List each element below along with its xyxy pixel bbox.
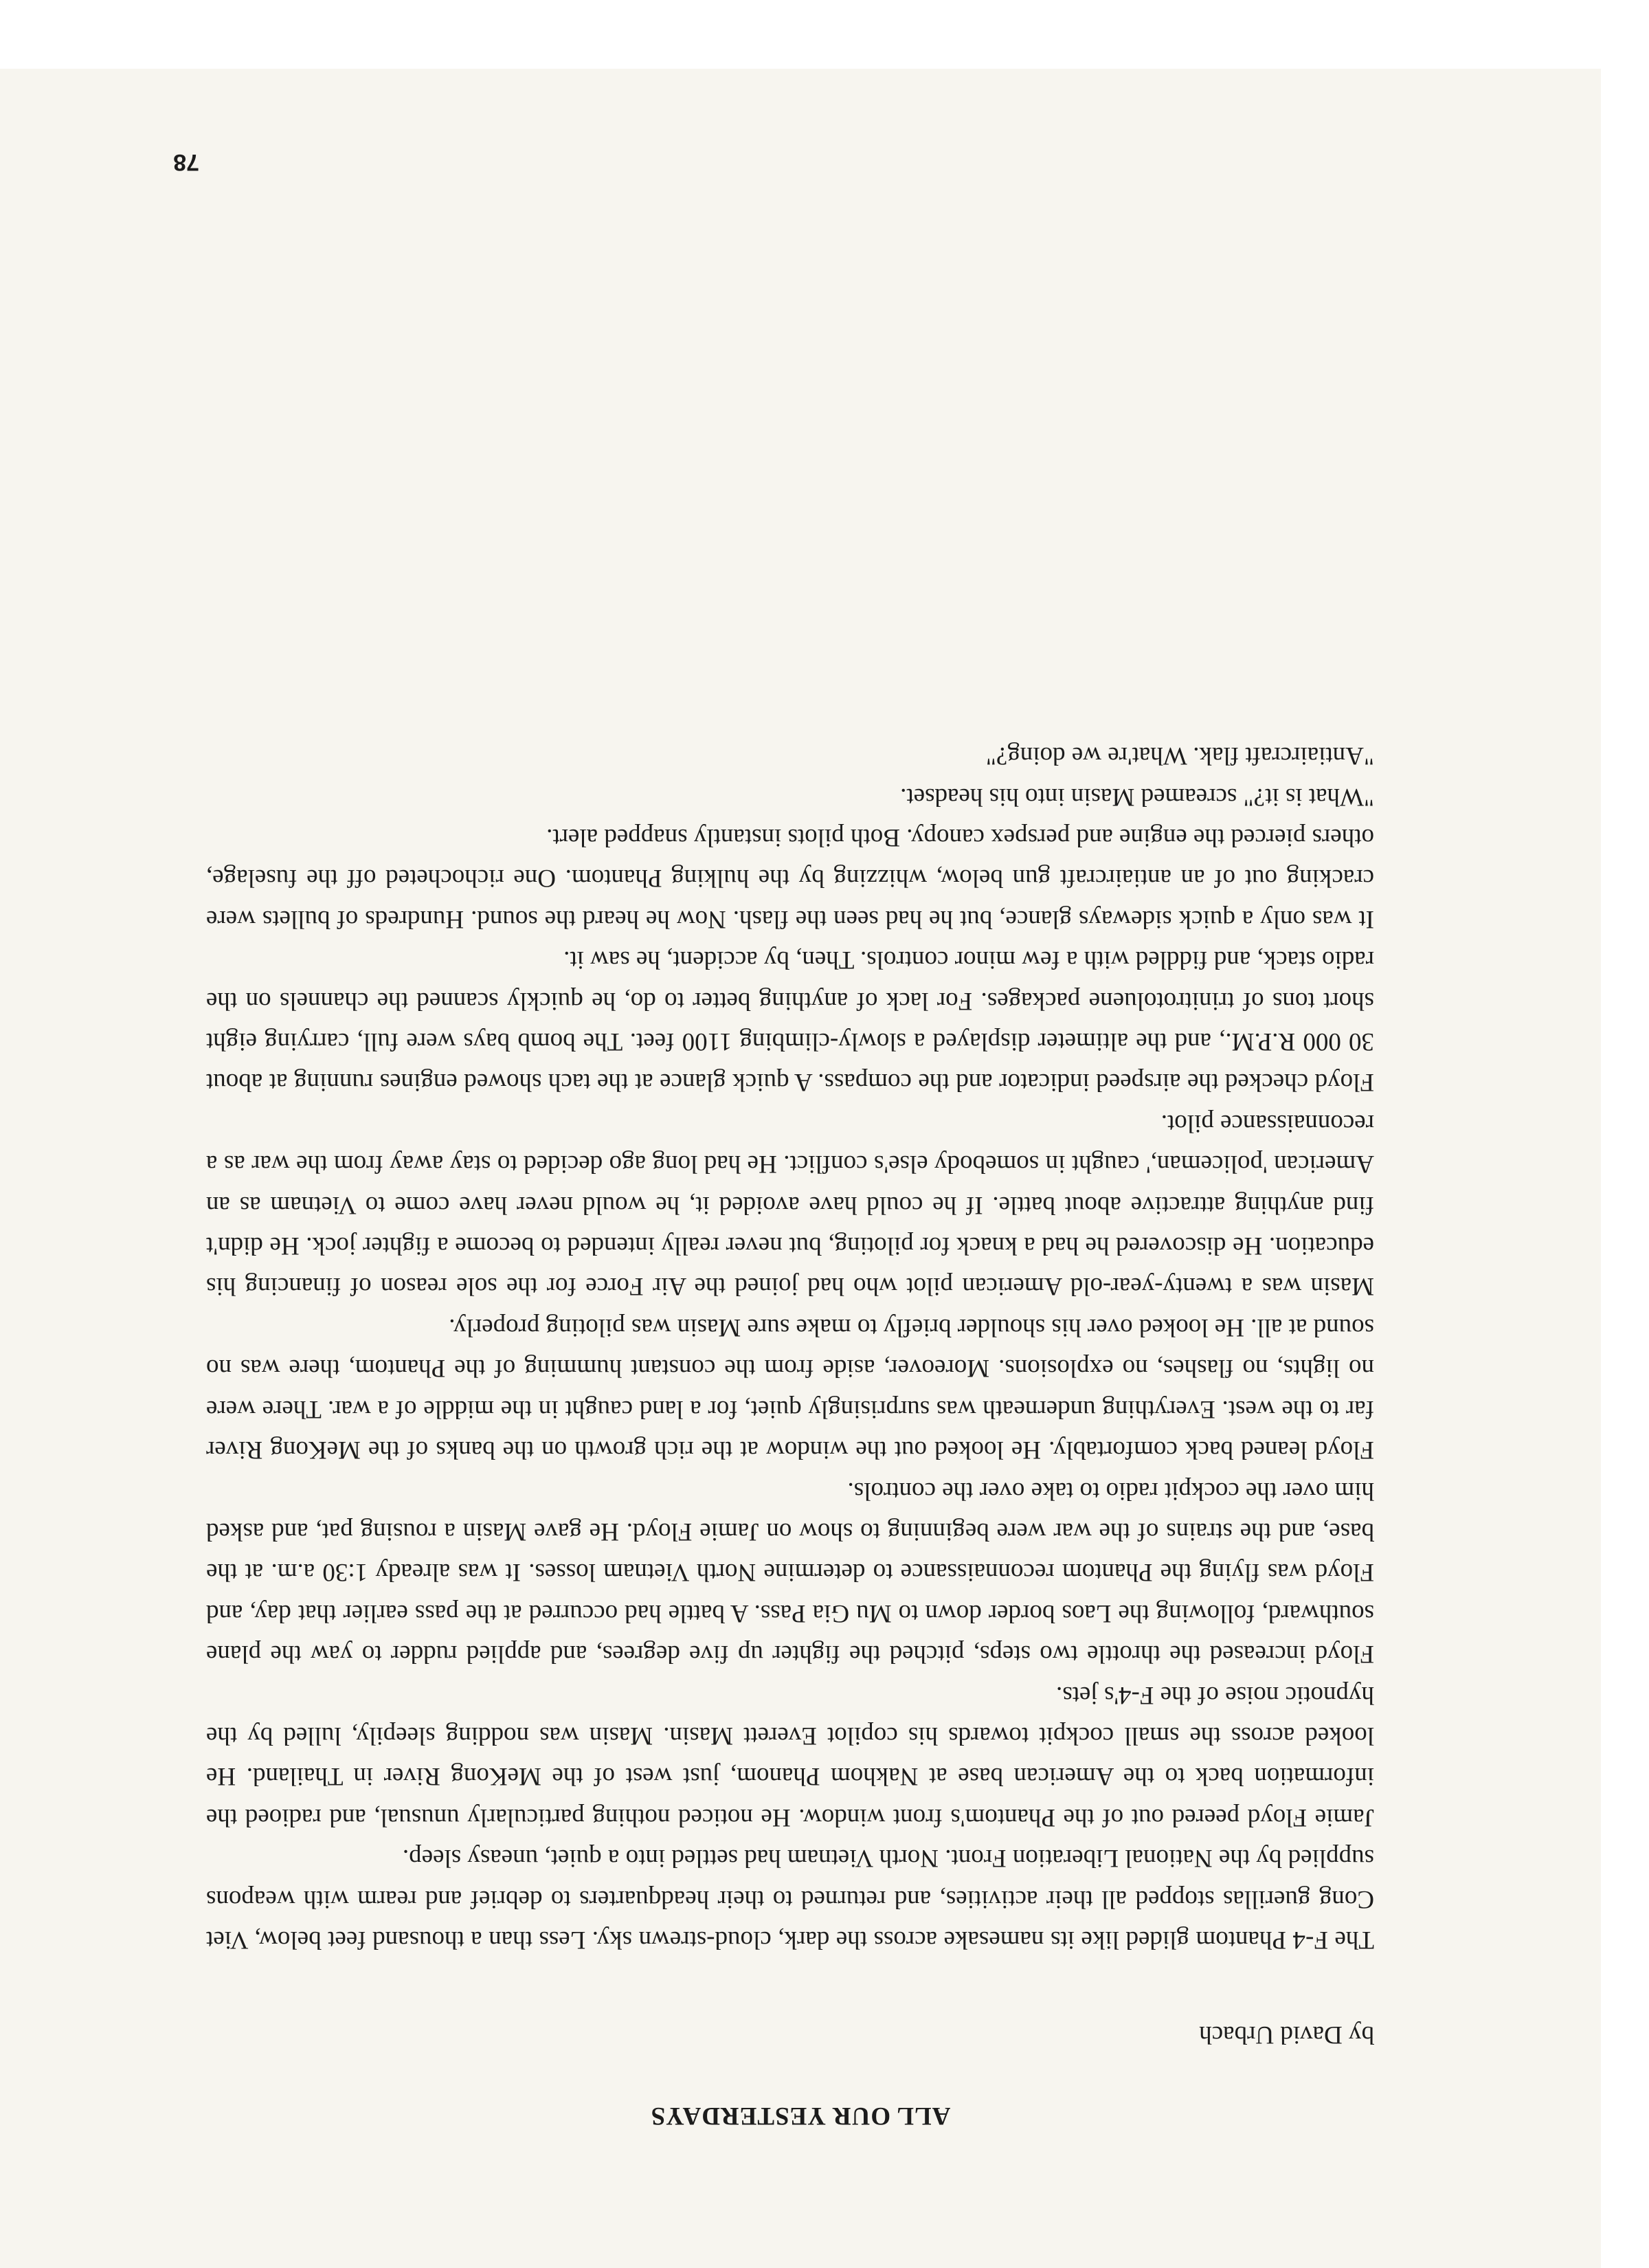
story-body bbox=[206, 735, 1374, 1960]
paragraph: Jamie Floyd peered out of the Phantom's front window. He noticed nothing particularly unusual, and radioed the information back to the American base at Nakhom Phanom, just west of the MeKong River in Thailand. He looked across the small cockpit towards his copilot Everett Masin. Masin was nodding sleepily, lulled by the hypnotic noise of the F-4's jets. bbox=[206, 1680, 1374, 1832]
paragraph: "What is it?" screamed Masin into his headset. bbox=[900, 782, 1374, 811]
magazine-page bbox=[0, 69, 1601, 2268]
paragraph: "Antiaircraft flak. What're we doing?" bbox=[985, 742, 1374, 770]
paragraph: It was only a quick sideways glance, but he had seen the flash. Now he heard the sound. Hundreds of bullets were cracking out of an antiaircraft gun below, whizzing by the hulking Phantom. One richocheted off the fuselage, others pierced the engine and perspex canopy. Both pilots instantly snapped alert. bbox=[206, 823, 1374, 933]
paragraph: Floyd leaned back comfortably. He looked out the window at the rich growth on the banks of the MeKong River far to the west. Everything underneath was surprisingly quiet, for a land caught in the middle of a war. There were no lights, no flashes, no explosions. Moreover, aside from the constant humming of the Phantom, there was no sound at all. He looked over his shoulder briefly to make sure Masin was piloting properly. bbox=[206, 1313, 1374, 1465]
story-title: ALL OUR YESTERDAYS bbox=[650, 2102, 951, 2130]
paragraph: The F-4 Phantom glided like its namesake across the dark, cloud-strewn sky. Less than a thousand feet below, Viet Cong guerillas stopped all their activities, and returned to their headquarters to debrief and rearm with weapons supplied by the National Liberation Front. North Vietnam had settled into a quiet, uneasy sleep. bbox=[206, 1844, 1374, 1954]
byline: by David Urbach bbox=[1199, 2021, 1374, 2049]
paragraph: Floyd increased the throttle two steps, pitched the fighter up five degrees, and applied rudder to yaw the plane southward, following the Laos border down to Mu Gia Pass. A battle had occurred at the pass earlier that day, and Floyd was flying the Phantom reconnaissance to determine North Vietnam losses. It was already 1:30 a.m. at the base, and the strains of the war were beginning to show on Jamie Floyd. He gave Masin a rousing pat, and asked him over the cockpit radio to take over the controls. bbox=[206, 1476, 1374, 1669]
paragraph: Masin was a twenty-year-old American pilot who had joined the Air Force for the sole reason of financing his education. He discovered he had a knack for piloting, but never really intended to become a fighter jock. He didn't find anything attractive about battle. If he could have avoided it, he would never have come to Vietnam as an American 'policeman,' caught in somebody else's conflict. He had long ago decided to stay away from the war as a reconnaissance pilot. bbox=[206, 1109, 1374, 1301]
paragraph: Floyd checked the airspeed indicator and the compass. A quick glance at the tach showed engines running at about 30 000 R.P.M., and the altimeter displayed a slowly-climbing 1100 feet. The bomb bays were full, carrying eight short tons of trinitrotoluene packages. For lack of anything better to do, he quickly scanned the channels on the radio stack, and fiddled with a few minor controls. Then, by accident, he saw it. bbox=[206, 946, 1374, 1097]
page-number: 78 bbox=[173, 149, 199, 175]
